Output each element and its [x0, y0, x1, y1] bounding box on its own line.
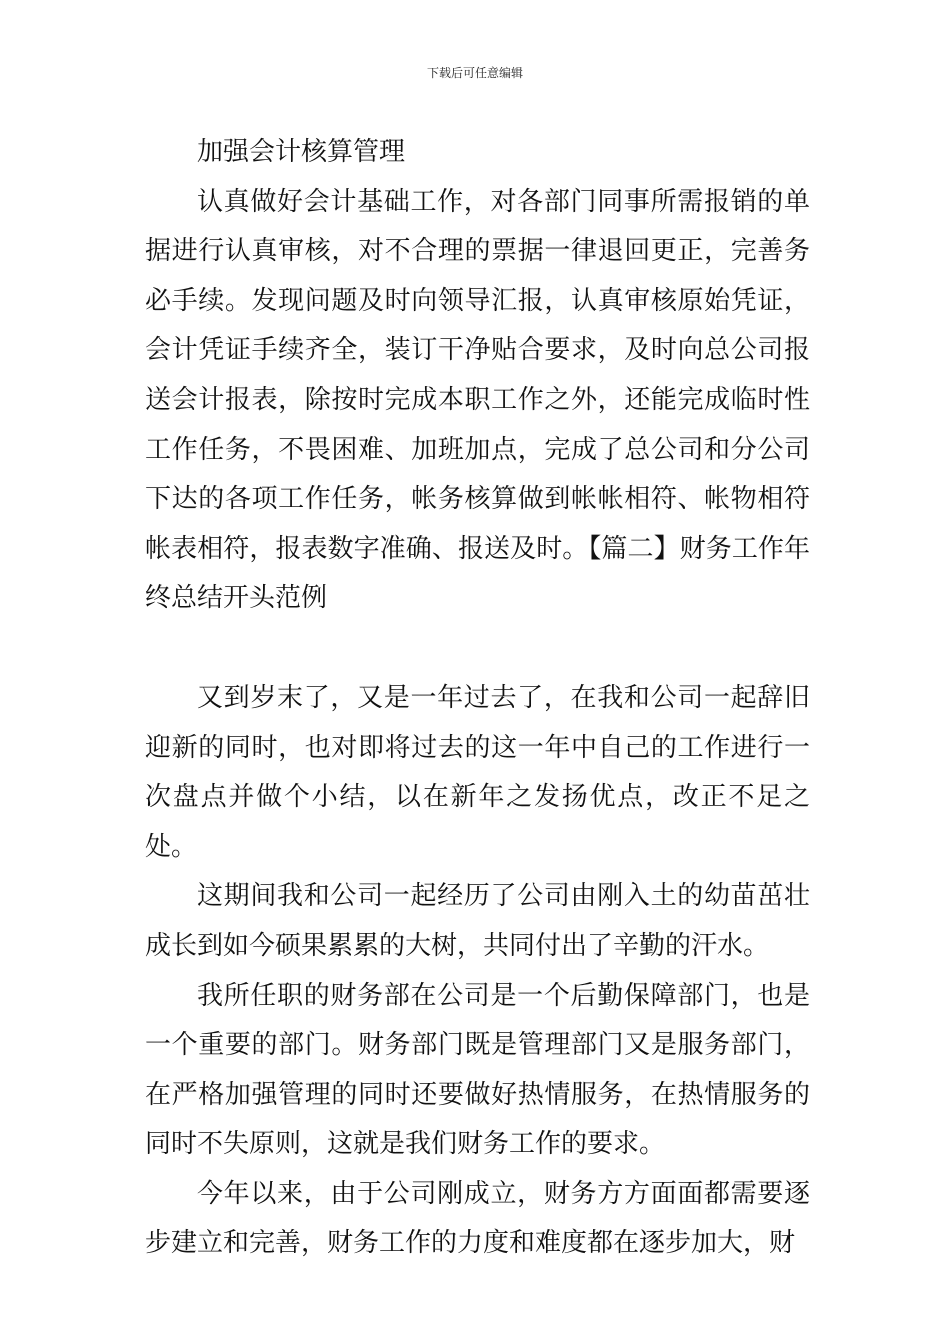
paragraph-2: 又到岁末了，又是一年过去了，在我和公司一起辞旧迎新的同时，也对即将过去的这一年中自己的工作进行一次盘点并做个小结，以在新年之发扬优点，改正不足之处。	[145, 682, 810, 862]
paragraph-1: 认真做好会计基础工作，对各部门同事所需报销的单据进行认真审核，对不合理的票据一律退回更正，完善务必手续。发现问题及时向领导汇报，认真审核原始凭证，会计凭证手续齐全，装订干净贴合要求，及时向总公司报送会计报表，除按时完成本职工作之外，还能完成临时性工作任务，不畏困难、加班加点，完成了总公司和分公司下达的各项工作任务，帐务核算做到帐帐相符、帐物相符帐表相符，报表数字准确、报送及时。【篇二】财务工作年终总结开头范例	[145, 186, 810, 614]
section-heading: 加强会计核算管理	[197, 137, 406, 167]
page-header-note: 下载后可任意编辑	[426, 66, 523, 80]
paragraph-5: 今年以来，由于公司刚成立，财务方方面面都需要逐步建立和完善，财务工作的力度和难度都在逐步加大，财	[145, 1178, 810, 1259]
paragraph-gap	[145, 624, 810, 674]
document-body	[145, 128, 810, 1269]
paragraph-3: 这期间我和公司一起经历了公司由刚入土的幼苗茁壮成长到如今硕果累累的大树，共同付出了辛勤的汗水。	[145, 881, 810, 961]
paragraph-4: 我所任职的财务部在公司是一个后勤保障部门，也是一个重要的部门。财务部门既是管理部门又是服务部门，在严格加强管理的同时还要做好热情服务，在热情服务的同时不失原则，这就是我们财务工作的要求。	[145, 980, 810, 1160]
